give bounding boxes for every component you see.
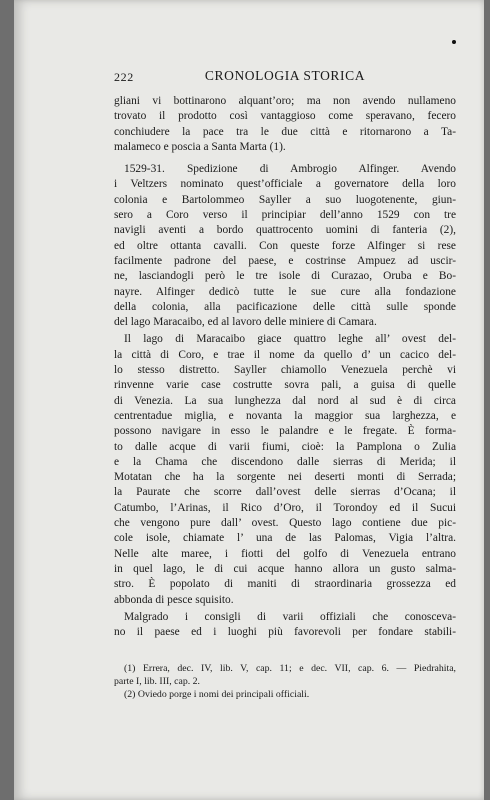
text-line: gliani vi bottinarono alquant’oro; ma non avendo nullameno — [114, 95, 456, 107]
text-line: 1529-31. Spedizione di Ambrogio Alfinger. Avendo — [124, 163, 456, 176]
page-number: 222 — [114, 70, 134, 84]
text-line: no il paese ed i luoghi più favorevoli per fondare stabili- — [114, 626, 456, 639]
running-title: CRONOLOGIA STORICA — [204, 68, 366, 83]
footnote-line: parte I, lib. III, cap. 2. — [114, 676, 200, 688]
text-line: conchiudere la pace tra le due città e ritornarono a Ta- — [114, 125, 456, 138]
text-line: Il lago di Maracaibo giace quattro leghe all’ ovest del- — [124, 333, 456, 346]
page-header — [114, 66, 456, 90]
text-line: lo stesso distretto. Sayller chiamollo Venezuela perchè vi — [114, 364, 456, 377]
body-text — [114, 94, 456, 640]
text-line: Malgrado i consigli di varii offiziali che conosceva- — [124, 610, 456, 623]
text-line: colonia e Bartolommeo Sayller a suo luogotenente, giun- — [114, 193, 456, 206]
text-line: ne, lasciandogli però le tre isole di Curazao, Oruba e Bo- — [114, 270, 456, 283]
text-line: facilmente padrone del paese, e costrinse Ampuez ad uscir- — [114, 254, 456, 267]
text-line: del lago Maracaibo, ed al lavoro delle miniere di Camara. — [114, 316, 377, 329]
text-line: rinvenne varie case costrutte sovra pali, a guisa di quelle — [114, 379, 456, 392]
text-line: navigli aventi a bordo quattrocento uomini di fanteria (2), — [114, 224, 456, 237]
text-line: abbonda di pesce squisito. — [114, 593, 234, 606]
text-line: stro. È popolato di maniti di straordinaria grossezza ed — [114, 578, 456, 591]
text-line: cole isole, chiamate l’ una de las Palomas, Vigia l’altra. — [114, 532, 456, 545]
text-line: della colonia, alla pacificazione delle città sulle sponde — [114, 300, 456, 313]
text-line: e la Chama che discendono dalle sierras di Merida; il — [114, 455, 456, 468]
text-line: Nelle alte maree, i fiotti del golfo di Venezuela entrano — [114, 547, 456, 560]
footnote-line: (1) Errera, dec. IV, lib. V, cap. 11; e dec. VII, cap. 6. — Piedrahita, — [124, 663, 456, 675]
ink-speck — [452, 40, 456, 44]
page-content — [114, 66, 456, 701]
text-line: Motatan che ha la sorgente nei deserti monti di Serrada; — [114, 471, 456, 484]
text-line: la città di Coro, e trae il nome da quello d’ un cacico del- — [114, 348, 456, 361]
text-line: Catumbo, l’Arinas, il Rico d’Oro, il Torondoy ed il Sucui — [114, 501, 456, 514]
text-line: ed oltre ottanta cavalli. Con queste forze Alfinger si rese — [114, 239, 456, 252]
text-line: possono navigare in esso le palandre e le fregate. È forma- — [114, 425, 456, 438]
footnotes — [114, 662, 456, 701]
text-line: nayre. Alfinger dedicò tutte le sue cure alla fondazione — [114, 285, 456, 298]
text-line: la Paurate che scorre dall’ovest delle sierras d’Ocana; il — [114, 486, 456, 499]
paragraph-gap — [114, 155, 456, 162]
text-line: malameco e poscia a Santa Marta (1). — [114, 140, 286, 153]
footnote-line: (2) Oviedo porge i nomi dei principali officiali. — [124, 689, 310, 701]
text-line: i Veltzers nominato quest’officiale a governatore della loro — [114, 178, 456, 191]
text-line: che vengono pure dall’ ovest. Questo lago contiene due pic- — [114, 517, 456, 530]
book-page — [14, 0, 484, 800]
text-line: trovato il prodotto così vantaggioso come speravano, fecero — [114, 110, 456, 123]
text-line: to dalle acque di varii fiumi, cioè: la Pamplona o Zulia — [114, 440, 456, 453]
text-line: centrentadue miglia, e novanta la maggior sua larghezza, e — [114, 409, 456, 422]
text-line: in quel lago, le di cui acque hanno allora un gusto salma- — [114, 562, 456, 575]
text-line: di Venezia. La sua lunghezza dal nord al sud è di circa — [114, 394, 456, 407]
text-line: sero a Coro verso il principiar dell’anno 1529 con tre — [114, 209, 456, 222]
